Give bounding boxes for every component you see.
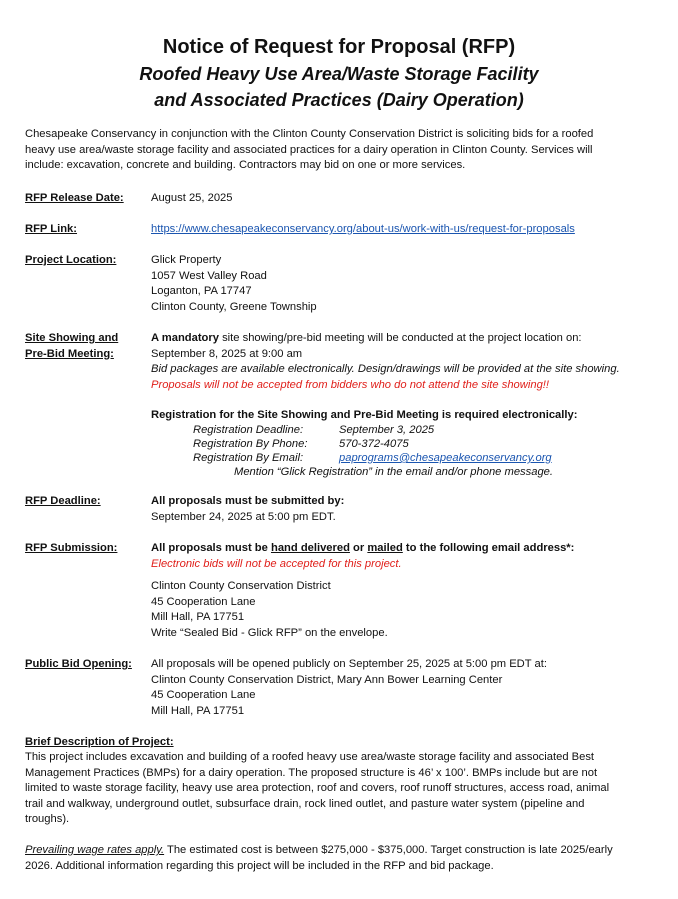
site-showing-label-line1: Site Showing and <box>25 332 119 344</box>
wage-line2: 2026. Additional information regarding this project will be included in the RFP and bid package. <box>25 859 494 872</box>
rfp-link[interactable]: https://www.chesapeakeconservancy.org/about-us/work-with-us/request-for-proposals <box>151 223 575 235</box>
rfp-submission-label: RFP Submission: <box>25 542 118 554</box>
description-line: Management Practices (BMPs) for a dairy operation. The proposed structure is 46’ x 100’. BMPs include but are not <box>25 766 598 779</box>
address-line: Mill Hall, PA 17751 <box>151 611 245 624</box>
intro-paragraph <box>25 127 655 174</box>
submission-text: to the following email address*: <box>402 542 575 554</box>
registration-deadline-value: September 3, 2025 <box>339 424 435 436</box>
release-date-value: August 25, 2025 <box>151 192 233 204</box>
submission-text: or <box>349 542 368 554</box>
electronic-bids-warning: Electronic bids will not be accepted for this project. <box>151 557 402 570</box>
description-line: troughs). <box>25 813 70 826</box>
location-line: Loganton, PA 17747 <box>151 285 252 298</box>
submission-text: All proposals must be <box>151 542 271 554</box>
opening-line: Clinton County Conservation District, Mary Ann Bower Learning Center <box>151 673 503 686</box>
project-location-block <box>151 253 317 315</box>
hand-delivered-text: hand delivered <box>270 542 350 554</box>
address-line: Clinton County Conservation District <box>151 580 331 592</box>
public-bid-opening-block <box>151 657 547 719</box>
rfp-deadline-label: RFP Deadline: <box>25 495 101 507</box>
site-showing-text: site showing/pre-bid meeting will be conducted at the project location on: <box>218 332 582 344</box>
submission-address-block <box>151 579 388 641</box>
registration-mention-note: Mention “Glick Registration” in the email and/or phone message. <box>234 466 554 478</box>
intro-line: heavy use area/waste storage facility and associated practices for a dairy operation in Clinton County. Services will <box>25 143 593 156</box>
wage-text: The estimated cost is between $275,000 - $375,000. Target construction is late 2025/early <box>164 844 613 856</box>
rfp-deadline-line1: All proposals must be submitted by: <box>151 495 345 507</box>
site-showing-date: September 8, 2025 at 9:00 am <box>151 347 303 360</box>
rfp-deadline-date: September 24, 2025 at 5:00 pm EDT. <box>151 510 336 523</box>
rfp-link-label: RFP Link: <box>25 223 78 235</box>
registration-phone-value: 570-372-4075 <box>339 438 409 450</box>
brief-description-paragraph <box>25 750 655 828</box>
release-date-label: RFP Release Date: <box>25 192 124 204</box>
intro-line: Chesapeake Conservancy in conjunction with the Clinton County Conservation District is soliciting bids for a roofed <box>25 128 594 140</box>
wage-paragraph <box>25 843 655 874</box>
attendance-warning: Proposals will not be accepted from bidders who do not attend the site showing!! <box>151 378 550 391</box>
description-line: trail and walkway, underground outlet, subsurface drain, rock lined outlet, and pasture water system (pipeline and <box>25 797 585 810</box>
prevailing-wage-text: Prevailing wage rates apply. <box>25 844 165 856</box>
site-showing-label-line2: Pre-Bid Meeting: <box>25 347 114 360</box>
rfp-submission-block <box>151 541 574 572</box>
opening-line: 45 Cooperation Lane <box>151 689 256 702</box>
brief-description-label: Brief Description of Project: <box>25 736 174 748</box>
registration-phone-label: Registration By Phone: <box>193 438 308 450</box>
site-showing-label <box>25 331 118 362</box>
location-line: Glick Property <box>151 254 222 266</box>
address-line: Write “Sealed Bid - Glick RFP” on the envelope. <box>151 626 388 639</box>
page-title: Notice of Request for Proposal (RFP) <box>162 36 516 58</box>
location-line: 1057 West Valley Road <box>151 269 267 282</box>
opening-line: All proposals will be opened publicly on September 25, 2025 at 5:00 pm EDT at: <box>151 658 547 670</box>
description-line: limited to waste storage facility, heavy use area protection, roof and covers, roof runoff structures, access road, animal <box>25 782 610 795</box>
bid-packages-note: Bid packages are available electronically. Design/drawings will be provided at the site showing. <box>151 363 620 376</box>
address-line: 45 Cooperation Lane <box>151 595 256 608</box>
intro-line: include: excavation, concrete and building. Contractors may bid on one or more services. <box>25 159 466 172</box>
public-bid-opening-label: Public Bid Opening: <box>25 658 132 670</box>
mandatory-text: A mandatory <box>151 332 219 344</box>
registration-email-label: Registration By Email: <box>193 452 304 464</box>
page-subtitle-line2: and Associated Practices (Dairy Operation) <box>154 90 524 110</box>
page-subtitle-line1: Roofed Heavy Use Area/Waste Storage Facility <box>139 64 539 84</box>
registration-deadline-label: Registration Deadline: <box>193 424 304 436</box>
mailed-text: mailed <box>367 542 403 554</box>
location-line: Clinton County, Greene Township <box>151 300 317 313</box>
opening-line: Mill Hall, PA 17751 <box>151 704 245 717</box>
registration-heading: Registration for the Site Showing and Pre-Bid Meeting is required electronically: <box>151 409 578 421</box>
registration-email-link[interactable]: paprograms@chesapeakeconservancy.org <box>339 452 552 464</box>
project-location-label: Project Location: <box>25 254 117 266</box>
description-line: This project includes excavation and building of a roofed heavy use area/waste storage facility and associated Best <box>25 751 595 763</box>
site-showing-block <box>151 331 620 393</box>
rfp-deadline-block <box>151 494 344 525</box>
